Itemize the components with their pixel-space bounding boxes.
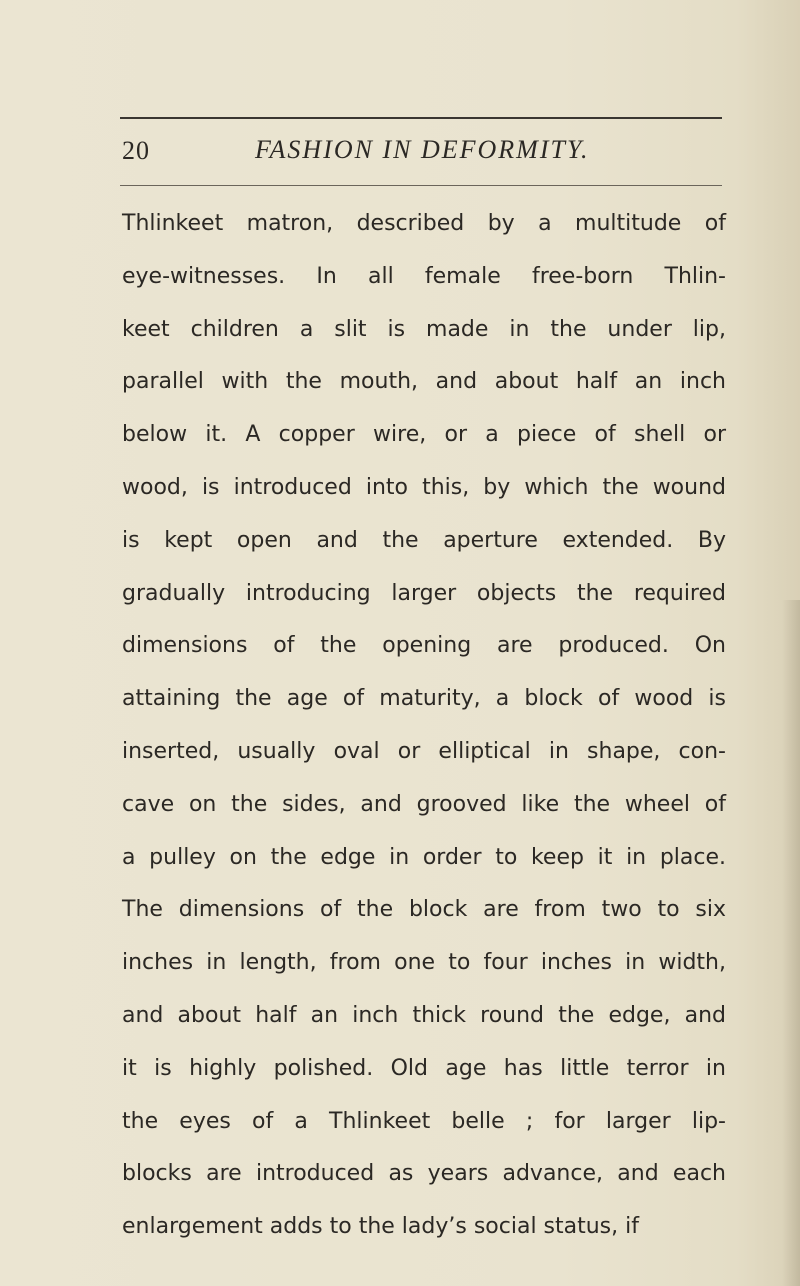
text-line: inches in length, from one to four inches in width, [122, 950, 726, 976]
text-line: is kept open and the aperture extended. By [122, 527, 726, 553]
text-line: eye-witnesses. In all female free-born Thlin- [122, 263, 726, 289]
text-line: blocks are introduced as years advance, and each [122, 1161, 726, 1187]
text-line: below it. A copper wire, or a piece of shell or [122, 422, 726, 448]
text-line: cave on the sides, and grooved like the wheel of [122, 791, 726, 817]
page-number: 20 [122, 136, 150, 165]
text-line: gradually introducing larger objects the required [122, 580, 726, 606]
text-line: inserted, usually oval or elliptical in shape, con- [122, 738, 726, 764]
text-line: keet children a slit is made in the under lip, [122, 316, 726, 342]
header-rule-top [120, 117, 722, 119]
text-line: dimensions of the opening are produced. On [122, 633, 726, 659]
header-rule-bottom [120, 185, 722, 186]
text-line: it is highly polished. Old age has little terror in [122, 1055, 726, 1081]
running-title: FASHION IN DEFORMITY. [255, 135, 590, 164]
text-line: parallel with the mouth, and about half an inch [122, 369, 726, 395]
text-line: enlargement adds to the lady’s social status, if [122, 1214, 639, 1240]
text-line: a pulley on the edge in order to keep it in place. [122, 844, 726, 870]
text-line: attaining the age of maturity, a block of wood is [122, 686, 726, 712]
text-line: Thlinkeet matron, described by a multitude of [122, 211, 726, 236]
body-paragraph [122, 198, 726, 1254]
text-line: wood, is introduced into this, by which the wound [122, 474, 726, 500]
page-edge-shadow [782, 600, 800, 1286]
text-line: and about half an inch thick round the edge, and [122, 1002, 726, 1028]
text-line: the eyes of a Thlinkeet belle ; for larger lip- [122, 1108, 726, 1134]
text-line: The dimensions of the block are from two to six [122, 897, 726, 923]
